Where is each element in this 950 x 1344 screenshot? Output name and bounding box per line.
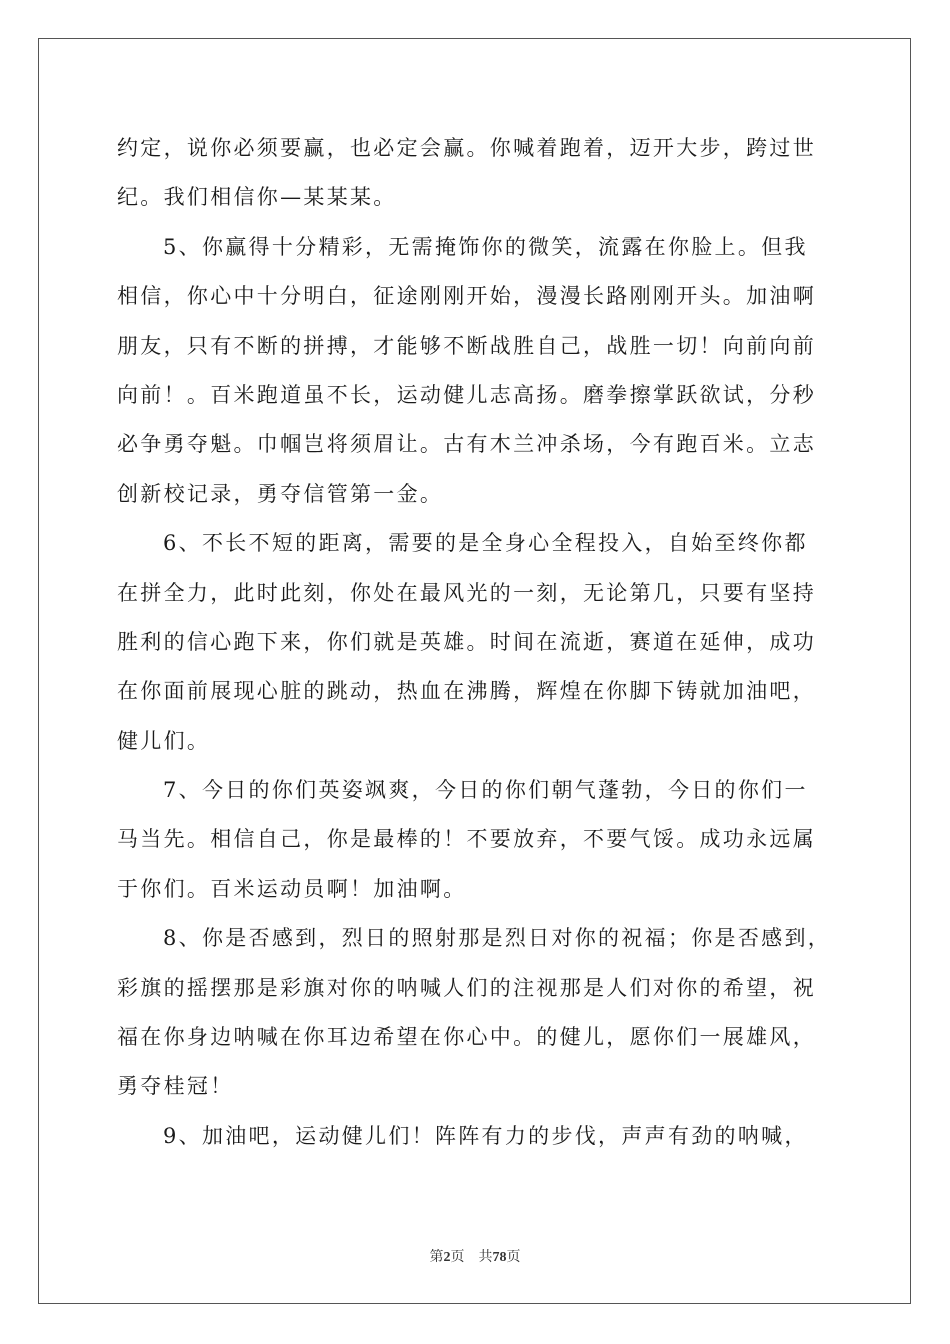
total-prefix: 共 xyxy=(478,1249,493,1265)
text-line: 马当先。相信自己，你是最棒的！不要放弃，不要气馁。成功永远属 xyxy=(117,827,816,852)
text-line: 勇夺桂冠！ xyxy=(117,1074,234,1099)
text-line: 于你们。百米运动员啊！加油啊。 xyxy=(117,876,467,901)
total-pages: 78 xyxy=(492,1250,507,1265)
text-line: 纪。我们相信你—某某某。 xyxy=(117,185,397,210)
text-line: 6、不长不短的距离，需要的是全身心全程投入，自始至终你都 xyxy=(163,531,808,556)
total-suffix: 页 xyxy=(506,1249,521,1265)
text-line: 健儿们。 xyxy=(117,728,211,753)
text-line: 7、今日的你们英姿飒爽，今日的你们朝气蓬勃，今日的你们一 xyxy=(163,778,808,803)
page-number: 2 xyxy=(443,1250,451,1265)
text-line: 约定，说你必须要赢，也必定会赢。你喊着跑着，迈开大步，跨过世 xyxy=(117,136,816,160)
text-line: 创新校记录，勇夺信管第一金。 xyxy=(117,481,444,506)
text-line: 5、你赢得十分精彩，无需掩饰你的微笑，流露在你脸上。但我 xyxy=(163,234,808,259)
text-line: 彩旗的摇摆那是彩旗对你的呐喊人们的注视那是人们对你的希望，祝 xyxy=(117,975,816,1000)
text-line: 9、加油吧，运动健儿们！阵阵有力的步伐，声声有劲的呐喊， xyxy=(163,1123,808,1148)
document-body xyxy=(117,124,837,1161)
text-line: 在拼全力，此时此刻，你处在最风光的一刻，无论第几，只要有坚持 xyxy=(117,580,816,605)
text-line: 相信，你心中十分明白，征途刚刚开始，漫漫长路刚刚开头。加油啊 xyxy=(117,284,816,309)
page-suffix: 页 xyxy=(450,1249,465,1265)
text-line: 朋友，只有不断的拼搏，才能够不断战胜自己，战胜一切！向前向前 xyxy=(117,333,816,358)
text-line: 福在你身边呐喊在你耳边希望在你心中。的健儿，愿你们一展雄风， xyxy=(117,1025,816,1050)
text-line: 必争勇夺魁。巾帼岂将须眉让。古有木兰冲杀场，今有跑百米。立志 xyxy=(117,432,816,457)
text-line: 8、你是否感到，烈日的照射那是烈日对你的祝福；你是否感到， xyxy=(163,926,832,951)
page-footer xyxy=(0,1246,950,1266)
text-line: 向前！。百米跑道虽不长，运动健儿志高扬。磨拳擦掌跃欲试，分秒 xyxy=(117,382,816,407)
text-line: 胜利的信心跑下来，你们就是英雄。时间在流逝，赛道在延伸，成功 xyxy=(117,629,816,654)
page-prefix: 第 xyxy=(429,1249,444,1265)
text-line: 在你面前展现心脏的跳动，热血在沸腾，辉煌在你脚下铸就加油吧， xyxy=(117,679,816,704)
